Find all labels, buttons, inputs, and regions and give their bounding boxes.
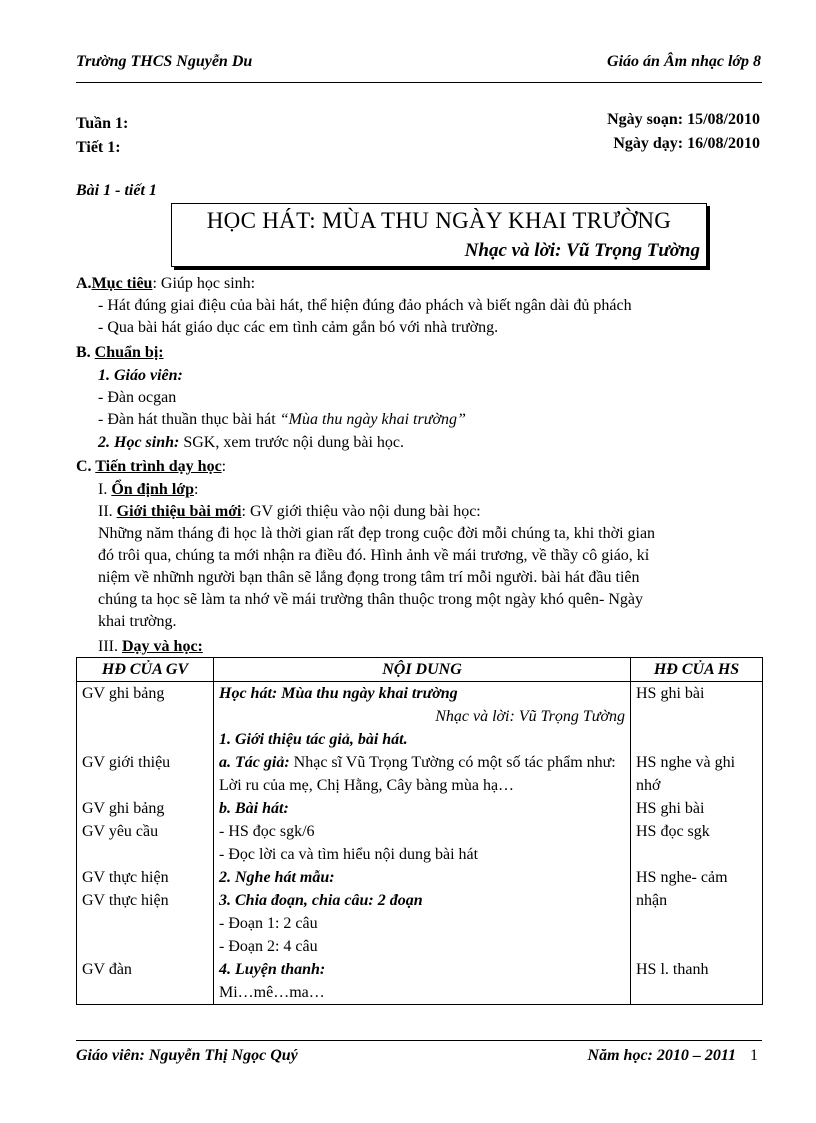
gv-cell xyxy=(77,728,214,751)
gv-cell: GV thực hiện xyxy=(77,866,214,889)
period-label: Tiết 1: xyxy=(76,139,121,156)
content-cell: - Đọc lời ca và tìm hiểu nội dung bài hát xyxy=(214,843,631,866)
hs-cell: HS l. thanh xyxy=(631,958,763,981)
gv-cell xyxy=(77,843,214,866)
content-cell: 3. Chia đoạn, chia câu: 2 đoạn xyxy=(214,889,631,912)
gv-cell xyxy=(77,981,214,1005)
table-row xyxy=(77,843,763,866)
part-1 xyxy=(98,479,198,501)
table-row xyxy=(77,889,763,912)
section-c-heading: Tiến trình dạy học xyxy=(95,458,222,475)
section-b-heading: Chuẩn bị: xyxy=(94,344,164,361)
part-3-prefix: III. xyxy=(98,638,122,655)
prep-date: Ngày soạn: 15/08/2010 xyxy=(607,111,760,128)
content-cell: - Đoạn 2: 4 câu xyxy=(214,935,631,958)
table-row xyxy=(77,935,763,958)
section-a-intro: : Giúp học sinh: xyxy=(152,275,256,292)
content-text: Nhạc sĩ Vũ Trọng Tường có một số tác phẩm như: Lời ru của mẹ, Chị Hằng, Cây bàng mùa hạ… xyxy=(219,754,616,794)
table-row xyxy=(77,728,763,751)
lesson-activity-table xyxy=(76,657,763,1005)
hs-cell: HS nghe- cảm xyxy=(631,866,763,889)
part-3-heading: Dạy và học: xyxy=(121,638,203,655)
part-1-heading: Ổn định lớp xyxy=(111,481,195,498)
content-cell: Mi…mê…ma… xyxy=(214,981,631,1005)
table-row xyxy=(77,705,763,728)
section-a-item: - Qua bài hát giáo dục các em tình cảm gắn bó với nhà trường. xyxy=(98,319,499,336)
section-a xyxy=(76,273,255,295)
gv-cell: GV đàn xyxy=(77,958,214,981)
paragraph-line: khai trường. xyxy=(98,613,177,630)
lesson-author: Nhạc và lời: Vũ Trọng Tường xyxy=(464,240,700,261)
hs-cell: HS đọc sgk xyxy=(631,820,763,843)
part-1-suffix: : xyxy=(194,481,199,498)
page-number: 1 xyxy=(750,1047,758,1064)
header-school: Trường THCS Nguyễn Du xyxy=(76,53,253,70)
table-row xyxy=(77,751,763,797)
teacher-item: - Đàn ocgan xyxy=(98,389,177,406)
gv-cell xyxy=(77,912,214,935)
content-cell: Nhạc và lời: Vũ Trọng Tường xyxy=(214,705,631,728)
hs-cell xyxy=(631,981,763,1005)
content-cell: b. Bài hát: xyxy=(214,797,631,820)
gv-cell xyxy=(77,705,214,728)
week-label: Tuần 1: xyxy=(76,115,129,132)
part-2-prefix: II. xyxy=(98,503,117,520)
section-c xyxy=(76,456,226,478)
hs-cell xyxy=(631,705,763,728)
table-row xyxy=(77,866,763,889)
footer-school-year: Năm học: 2010 – 2011 xyxy=(587,1047,736,1064)
gv-cell: GV thực hiện xyxy=(77,889,214,912)
part-2-suffix: : GV giới thiệu vào nội dung bài học: xyxy=(241,503,481,520)
part-1-prefix: I. xyxy=(98,481,112,498)
section-b xyxy=(76,342,164,364)
student-heading: 2. Học sinh: xyxy=(98,434,180,451)
paragraph-line: đó trôi qua, chúng ta mới nhận ra điều đó. Hình ảnh về mái trương, về thầy cô giáo, kỉ xyxy=(98,547,650,564)
content-cell xyxy=(214,751,631,797)
table-row xyxy=(77,958,763,981)
footer-teacher: Giáo viên: Nguyễn Thị Ngọc Quý xyxy=(76,1047,298,1064)
content-cell: 4. Luyện thanh: xyxy=(214,958,631,981)
lesson-label: Bài 1 - tiết 1 xyxy=(76,182,157,199)
table-header-row xyxy=(77,658,763,682)
student-text: SGK, xem trước nội dung bài học. xyxy=(179,434,404,451)
hs-cell: nhận xyxy=(631,889,763,912)
table-row xyxy=(77,981,763,1005)
table-row xyxy=(77,820,763,843)
gv-cell: GV yêu cầu xyxy=(77,820,214,843)
teacher-item-text: - Đàn hát thuần thục bài hát xyxy=(98,411,280,428)
hs-cell: HS ghi bài xyxy=(631,682,763,706)
section-c-prefix: C. xyxy=(76,458,96,475)
header-divider xyxy=(76,82,762,83)
table-row xyxy=(77,682,763,706)
content-cell: - HS đọc sgk/6 xyxy=(214,820,631,843)
lesson-title-box xyxy=(171,203,707,267)
hs-cell xyxy=(631,935,763,958)
content-bold: a. Tác giả: xyxy=(219,754,290,771)
part-2-heading: Giới thiệu bài mới xyxy=(116,503,242,520)
gv-cell: GV ghi bảng xyxy=(77,797,214,820)
section-a-heading: Mục tiêu xyxy=(91,275,153,292)
section-c-suffix: : xyxy=(221,458,227,475)
part-3 xyxy=(98,636,203,658)
paragraph-line: Những năm tháng đi học là thời gian rất đẹp trong cuộc đời mỗi chúng ta, khi thời gian xyxy=(98,525,656,542)
gv-cell: GV ghi bảng xyxy=(77,682,214,706)
student-line xyxy=(98,432,404,454)
paragraph-line: niệm về nhữnh người bạn thân sẽ lắng đọng trong tâm trí mỗi người. bài hát đầu tiên xyxy=(98,569,640,586)
gv-cell xyxy=(77,935,214,958)
part-2 xyxy=(98,501,481,523)
content-cell: 2. Nghe hát mẫu: xyxy=(214,866,631,889)
intro-paragraph xyxy=(98,523,655,633)
hs-cell: HS nghe và ghi nhớ xyxy=(631,751,763,797)
hs-cell xyxy=(631,728,763,751)
content-cell: Học hát: Mùa thu ngày khai trường xyxy=(214,682,631,706)
header-student-activity: HĐ CỦA HS xyxy=(631,658,763,682)
content-cell: - Đoạn 1: 2 câu xyxy=(214,912,631,935)
header-teacher-activity: HĐ CỦA GV xyxy=(77,658,214,682)
teacher-heading: 1. Giáo viên: xyxy=(98,367,183,384)
section-b-prefix: B. xyxy=(76,344,95,361)
table-row xyxy=(77,797,763,820)
header-subject: Giáo án Âm nhạc lớp 8 xyxy=(607,53,761,70)
content-cell: 1. Giới thiệu tác giả, bài hát. xyxy=(214,728,631,751)
hs-cell xyxy=(631,843,763,866)
section-a-prefix: A. xyxy=(76,275,92,292)
teacher-item xyxy=(98,409,466,431)
header-content: NỘI DUNG xyxy=(214,658,631,682)
hs-cell: HS ghi bài xyxy=(631,797,763,820)
footer-divider xyxy=(76,1040,762,1041)
table-row xyxy=(77,912,763,935)
teach-date: Ngày dạy: 16/08/2010 xyxy=(613,135,760,152)
song-quote: “Mùa thu ngày khai trường” xyxy=(279,411,466,428)
hs-cell xyxy=(631,912,763,935)
lesson-title: HỌC HÁT: MÙA THU NGÀY KHAI TRƯỜNG xyxy=(206,208,672,233)
gv-cell: GV giới thiệu xyxy=(77,751,214,797)
paragraph-line: chúng ta học sẽ làm ta nhớ về mái trường thân thuộc trong một ngày khó quên- Ngày xyxy=(98,591,644,608)
section-a-item: - Hát đúng giai điệu của bài hát, thể hiện đúng đảo phách và biết ngân dài đủ phách xyxy=(98,297,632,314)
